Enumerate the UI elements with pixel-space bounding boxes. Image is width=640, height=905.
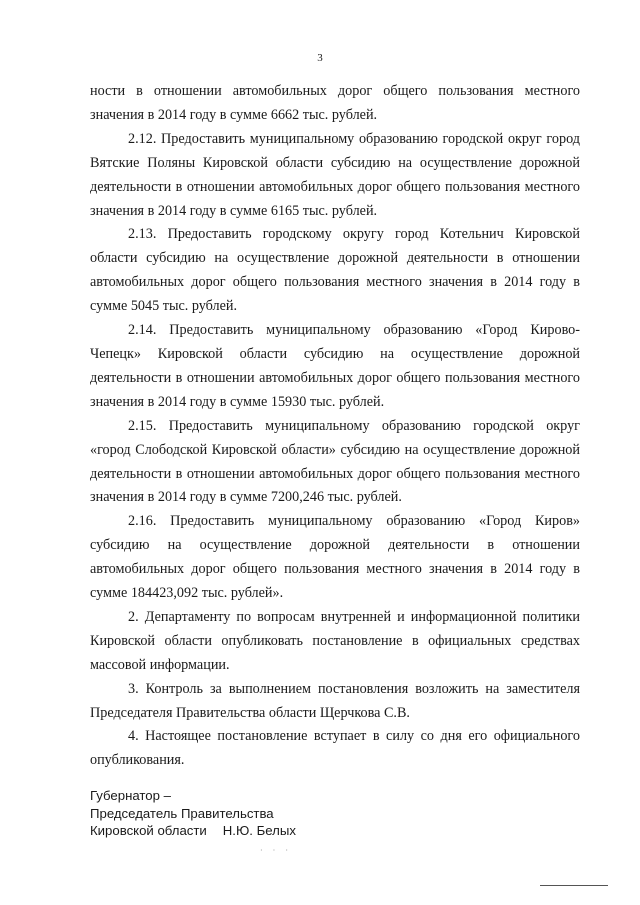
paragraph-2-15: 2.15. Предоставить муниципальному образованию городской округ «город Слободской Кировской области» субсидию на осуществление дорожной деятельности в отношении автомобильных дорог общего пользования местного значения в 2014 году в сумме 7200,246 тыс. рублей. (90, 417, 580, 506)
signature-block (90, 787, 296, 840)
paragraph-2-12: 2.12. Предоставить муниципальному образованию городской округ город Вятские Поляны Кировской области субсидию на осуществление дорожной деятельности в отношении автомобильных дорог общего пользования местного значения в 2014 году в сумме 6165 тыс. рублей. (90, 130, 580, 219)
paragraph-4: 4. Настоящее постановление вступает в силу со дня его официального опубликования. (90, 728, 580, 769)
footer-rule (540, 885, 608, 886)
scan-artifact-dots: · · · (260, 846, 292, 855)
signature-region: Кировской области (90, 823, 207, 838)
page-number: 3 (317, 52, 323, 64)
paragraph-2: 2. Департаменту по вопросам внутренней и информационной политики Кировской области опубликовать постановление в официальных средствах массовой информации. (90, 608, 580, 673)
signature-title-3 (90, 822, 296, 840)
signatory-name: Н.Ю. Белых (222, 823, 296, 838)
paragraph-2-14: 2.14. Предоставить муниципальному образованию «Город Кирово-Чепецк» Кировской области субсидию на осуществление дорожной деятельности в отношении автомобильных дорог общего пользования местного значения в 2014 году в сумме 15930 тыс. рублей. (90, 322, 580, 410)
paragraph-2-16: 2.16. Предоставить муниципальному образованию «Город Киров» субсидию на осуществление дорожной деятельности в отношении автомобильных дорог общего пользования местного значения в 2014 году в сумме 184423,092 тыс. рублей». (90, 513, 580, 602)
signature-title-1: Губернатор – (90, 788, 171, 803)
document-body (90, 80, 580, 773)
signature-title-2: Председатель Правительства (90, 805, 274, 821)
paragraph-3: 3. Контроль за выполнением постановления возложить на заместителя Председателя Правительства области Щерчкова С.В. (90, 680, 580, 721)
paragraph-2-13: 2.13. Предоставить городскому округу город Котельнич Кировской области субсидию на осуществление дорожной деятельности в отношении автомобильных дорог общего пользования местного значения в 2014 году в сумме 5045 тыс. рублей. (90, 226, 580, 315)
paragraph-continuation: ности в отношении автомобильных дорог общего пользования местного значения в 2014 году в сумме 6662 тыс. рублей. (90, 83, 580, 123)
